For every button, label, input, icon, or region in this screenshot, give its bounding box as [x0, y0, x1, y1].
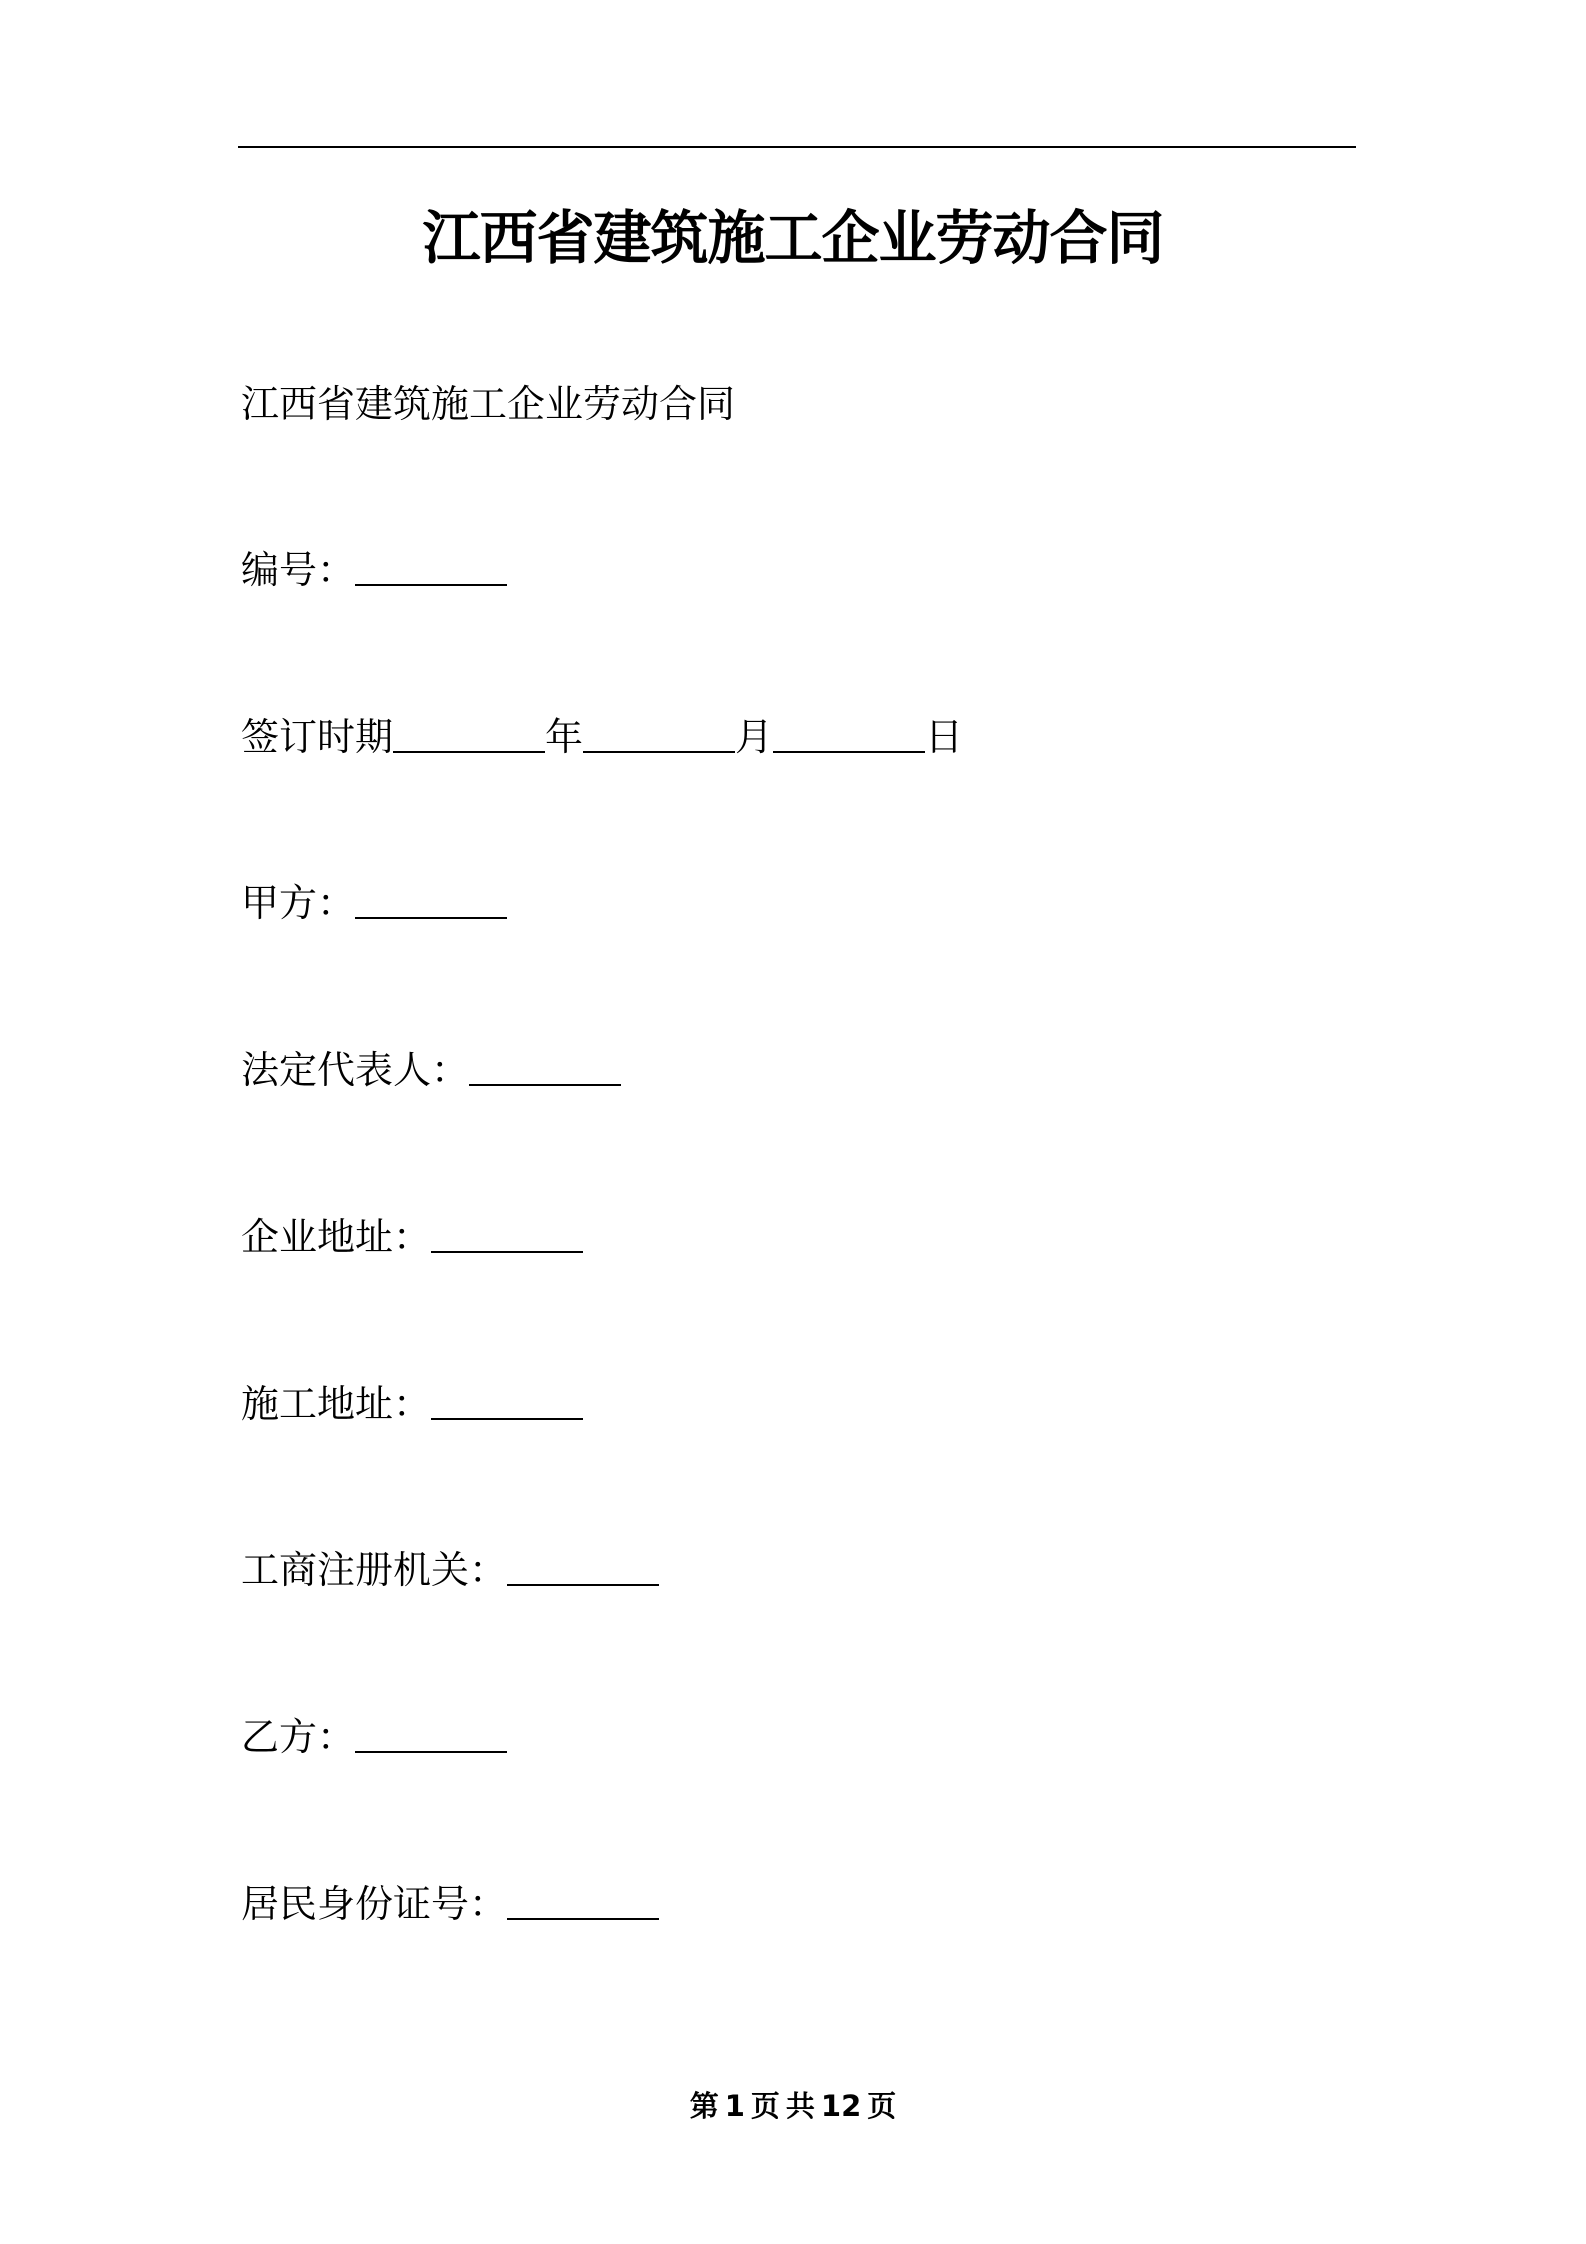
field-id-number	[241, 1878, 659, 1930]
field-company-address	[241, 1211, 583, 1263]
field-legal-rep-label: 法定代表人：	[241, 1048, 470, 1092]
field-legal-rep-blank[interactable]	[469, 1044, 621, 1086]
page-footer	[0, 2086, 1586, 2126]
field-registration-authority-label: 工商注册机关：	[241, 1548, 508, 1592]
field-site-address-label: 施工地址：	[241, 1382, 432, 1426]
field-number-label: 编号：	[241, 548, 356, 592]
field-party-a	[241, 877, 507, 929]
field-id-number-label: 居民身份证号：	[241, 1882, 508, 1926]
field-party-a-blank[interactable]	[355, 877, 507, 919]
subtitle-text: 江西省建筑施工企业劳动合同	[241, 382, 736, 426]
field-party-a-label: 甲方：	[241, 881, 356, 925]
field-site-address	[241, 1378, 583, 1430]
field-month-blank[interactable]	[583, 711, 735, 753]
document-title: 江西省建筑施工企业劳动合同	[422, 204, 1164, 272]
field-registration-authority-blank[interactable]	[507, 1544, 659, 1586]
field-signing-date	[241, 711, 963, 763]
footer-page-prefix: 第	[689, 2089, 719, 2123]
footer-total-suffix: 页	[867, 2089, 897, 2123]
field-year-label: 年	[545, 715, 584, 759]
field-site-address-blank[interactable]	[431, 1378, 583, 1420]
field-month-label: 月	[735, 715, 774, 759]
footer-total-prefix: 共	[785, 2089, 815, 2123]
footer-total-pages: 12	[820, 2089, 862, 2123]
field-number-blank[interactable]	[355, 544, 507, 586]
field-signing-date-label: 签订时期	[241, 715, 394, 759]
field-day-blank[interactable]	[773, 711, 925, 753]
field-company-address-blank[interactable]	[431, 1211, 583, 1253]
header-rule	[238, 146, 1356, 148]
field-company-address-label: 企业地址：	[241, 1215, 432, 1259]
field-id-number-blank[interactable]	[507, 1878, 659, 1920]
field-year-blank[interactable]	[393, 711, 545, 753]
document-subtitle	[241, 378, 735, 430]
field-number	[241, 544, 507, 596]
field-registration-authority	[241, 1544, 659, 1596]
field-party-b-label: 乙方：	[241, 1715, 356, 1759]
footer-page-word: 页	[750, 2089, 780, 2123]
field-day-label: 日	[925, 715, 964, 759]
field-party-b	[241, 1711, 507, 1763]
footer-current-page: 1	[724, 2089, 745, 2123]
field-party-b-blank[interactable]	[355, 1711, 507, 1753]
field-legal-rep	[241, 1044, 621, 1096]
